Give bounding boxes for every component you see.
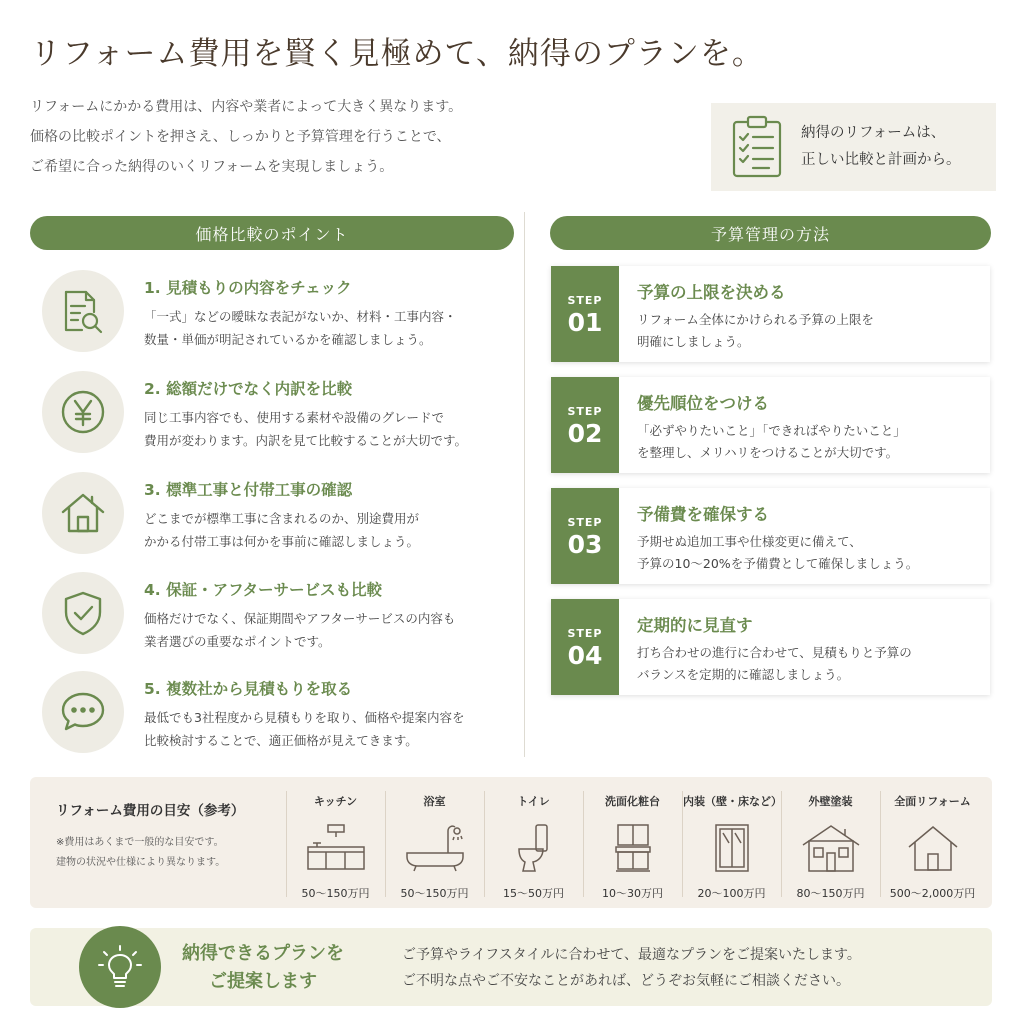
budget-step xyxy=(551,377,990,473)
cta-title: 納得できるプランを xyxy=(182,943,344,964)
cost-item-name: 内装（壁・床など） xyxy=(683,795,782,808)
intro-text xyxy=(30,92,690,182)
point-title: 5. 複数社から見積もりを取る xyxy=(144,680,353,698)
cta-title: ご提案します xyxy=(209,971,317,992)
step-title: 定期的に見直す xyxy=(637,616,753,635)
step-desc: 予期せぬ追加工事や仕様変更に備えて、 xyxy=(637,534,862,549)
budget-step xyxy=(551,488,990,584)
kitchen-icon xyxy=(305,823,367,873)
page-title: リフォーム費用を賢く見極めて、納得のプランを。 xyxy=(30,36,764,72)
comparison-point xyxy=(42,371,522,461)
step-number: 04 xyxy=(567,641,603,670)
point-desc: 比較検討することで、適正価格が見えてきます。 xyxy=(144,733,418,748)
budget-step xyxy=(551,599,990,695)
speech-bubble-icon xyxy=(58,687,108,737)
shield-check-icon xyxy=(58,588,108,638)
point-desc: 価格だけでなく、保証期間やアフターサービスの内容も xyxy=(144,611,456,626)
cost-item-price: 500〜2,000万円 xyxy=(889,887,976,900)
step-desc: バランスを定期的に確認しましょう。 xyxy=(637,667,850,682)
callout-box xyxy=(711,103,996,191)
point-icon-circle xyxy=(42,671,124,753)
comparison-point xyxy=(42,472,522,562)
cost-item xyxy=(682,791,782,900)
column-divider xyxy=(524,212,525,757)
step-desc: リフォーム全体にかけられる予算の上限を xyxy=(637,312,874,327)
cost-item-name: 浴室 xyxy=(423,795,446,808)
step-desc: 「必ずやりたいこと」「できればやりたいこと」 xyxy=(637,423,906,438)
intro-line: リフォームにかかる費用は、内容や業者によって大きく異なります。 xyxy=(30,99,463,115)
intro-line: ご希望に合った納得のいくリフォームを実現しましょう。 xyxy=(30,159,394,175)
cost-item xyxy=(583,791,681,900)
point-desc: 費用が変わります。内訳を見て比較することが大切です。 xyxy=(144,433,468,448)
step-badge xyxy=(551,377,619,473)
step-number: 03 xyxy=(567,530,603,559)
point-desc: 「一式」などの曖昧な表記がないか、材料・工事内容・ xyxy=(144,309,457,324)
point-icon-circle xyxy=(42,472,124,554)
bulb-circle xyxy=(79,926,161,1008)
cost-item-name: 洗面化粧台 xyxy=(605,795,660,808)
cost-item-price: 80〜150万円 xyxy=(796,887,865,900)
point-title: 3. 標準工事と付帯工事の確認 xyxy=(144,481,353,499)
step-badge xyxy=(551,488,619,584)
bathtub-icon xyxy=(404,823,466,873)
step-label: STEP xyxy=(567,516,603,529)
cost-note: 建物の状況や仕様により異なります。 xyxy=(56,857,226,868)
step-desc: 打ち合わせの進行に合わせて、見積もりと予算の xyxy=(637,645,912,660)
cost-item-price: 50〜150万円 xyxy=(400,887,469,900)
step-number: 01 xyxy=(567,308,603,337)
step-label: STEP xyxy=(567,294,603,307)
cost-item-price: 15〜50万円 xyxy=(503,887,564,900)
step-title: 優先順位をつける xyxy=(637,394,769,413)
point-desc: 業者選びの重要なポイントです。 xyxy=(144,634,331,649)
cost-item-price: 50〜150万円 xyxy=(301,887,370,900)
document-search-icon xyxy=(58,286,108,336)
intro-line: 価格の比較ポイントを押さえ、しっかりと予算管理を行うことで、 xyxy=(30,129,451,145)
vanity-icon xyxy=(602,823,664,873)
step-badge xyxy=(551,266,619,362)
proposal-banner xyxy=(30,928,992,1006)
point-desc: どこまでが標準工事に含まれるのか、別途費用が xyxy=(144,511,420,526)
step-badge xyxy=(551,599,619,695)
budget-step xyxy=(551,266,990,362)
point-title: 2. 総額だけでなく内訳を比較 xyxy=(144,380,353,398)
price-comparison-heading: 価格比較のポイント xyxy=(30,216,514,250)
cost-item-name: トイレ xyxy=(517,795,550,808)
cost-reference-table xyxy=(30,777,992,908)
clipboard-checklist-icon xyxy=(731,115,783,179)
point-title: 1. 見積もりの内容をチェック xyxy=(144,279,352,297)
cta-desc: ご不明な点やご不安なことがあれば、どうぞお気軽にご相談ください。 xyxy=(402,973,850,989)
comparison-point xyxy=(42,572,522,662)
lightbulb-icon xyxy=(96,943,144,991)
step-desc: を整理し、メリハリをつけることが大切です。 xyxy=(637,445,899,460)
step-desc: 明確にしましょう。 xyxy=(637,334,750,349)
cost-item-name: 全面リフォーム xyxy=(894,795,971,808)
point-desc: 同じ工事内容でも、使用する素材や設備のグレードで xyxy=(144,410,445,425)
callout-line: 正しい比較と計画から。 xyxy=(801,152,961,168)
house-exterior-icon xyxy=(800,823,862,873)
cost-item xyxy=(781,791,879,900)
cta-desc: ご予算やライフスタイルに合わせて、最適なプランをご提案いたします。 xyxy=(402,947,861,963)
step-desc: 予算の10〜20%を予備費として確保しましょう。 xyxy=(637,556,919,571)
house-icon xyxy=(58,488,108,538)
budget-management-heading: 予算管理の方法 xyxy=(550,216,991,250)
cost-item xyxy=(286,791,384,900)
step-title: 予算の上限を決める xyxy=(637,283,786,302)
step-label: STEP xyxy=(567,405,603,418)
interior-door-icon xyxy=(701,823,763,873)
cost-item xyxy=(385,791,483,900)
step-number: 02 xyxy=(567,419,603,448)
yen-icon xyxy=(58,387,108,437)
cost-item xyxy=(484,791,582,900)
point-title: 4. 保証・アフターサービスも比較 xyxy=(144,581,382,599)
cost-table-heading: リフォーム費用の目安（参考） xyxy=(56,803,245,819)
cost-item-name: キッチン xyxy=(313,795,358,808)
step-label: STEP xyxy=(567,627,603,640)
cost-item xyxy=(880,791,984,900)
point-icon-circle xyxy=(42,371,124,453)
house-outline-icon xyxy=(902,823,964,873)
point-icon-circle xyxy=(42,270,124,352)
point-desc: 最低でも3社程度から見積もりを取り、価格や提案内容を xyxy=(144,710,465,725)
cost-item-name: 外壁塗装 xyxy=(808,795,853,808)
point-desc: 数量・単価が明記されているかを確認しましょう。 xyxy=(144,332,432,347)
point-desc: かかる付帯工事は何かを事前に確認しましょう。 xyxy=(144,534,420,549)
step-title: 予備費を確保する xyxy=(637,505,769,524)
comparison-point xyxy=(42,671,522,761)
comparison-point xyxy=(42,270,522,360)
toilet-icon xyxy=(503,823,565,873)
cost-item-price: 20〜100万円 xyxy=(697,887,766,900)
cost-item-price: 10〜30万円 xyxy=(602,887,663,900)
callout-line: 納得のリフォームは、 xyxy=(801,125,946,141)
point-icon-circle xyxy=(42,572,124,654)
cost-note: ※費用はあくまで一般的な目安です。 xyxy=(56,837,224,848)
